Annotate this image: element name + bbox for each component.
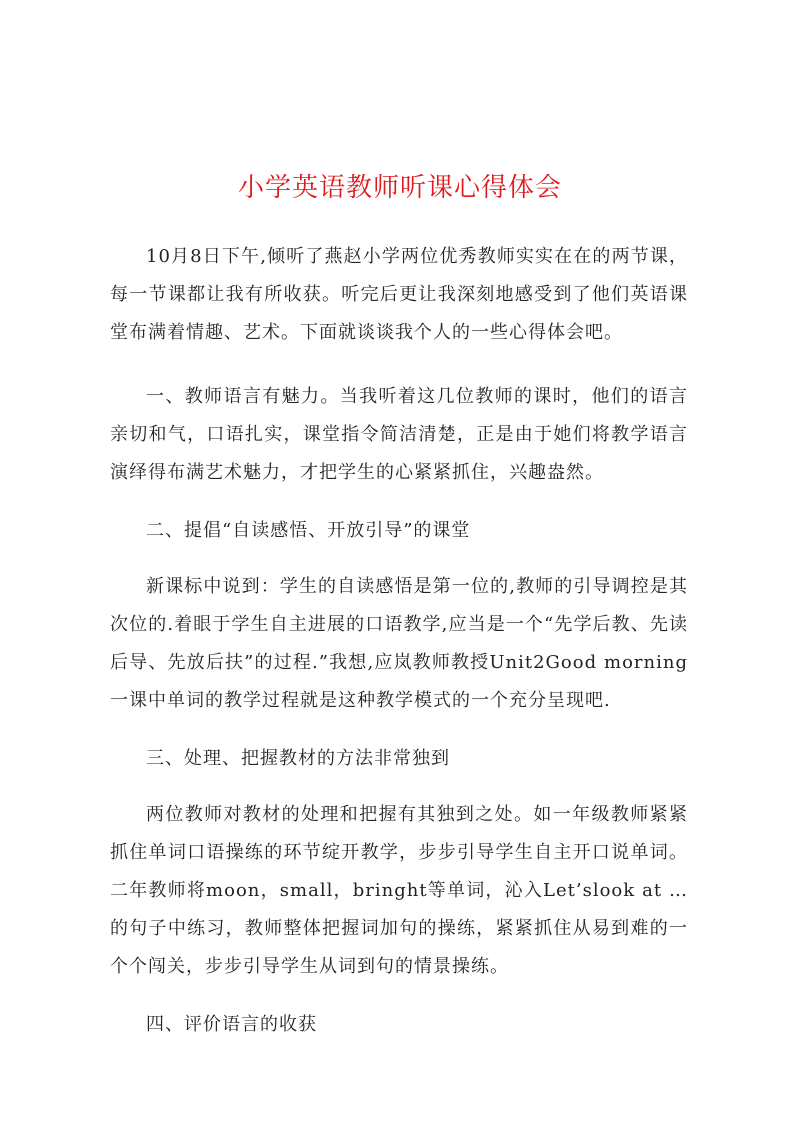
section-heading-2: 二、提倡“自读感悟、开放引导”的课堂 — [146, 520, 471, 541]
paragraph-intro: 10月8日下午,倾听了燕赵小学两位优秀教师实实在在的两节课，每一节课都让我有所收获。听完后更让我深刻地感受到了他们英语课堂布满着情趣、艺术。下面就谈谈我个人的一些心得体会吧。 — [110, 246, 688, 343]
document-title: 小学英语教师听课心得体会 — [237, 173, 562, 203]
paragraph-section-1: 一、教师语言有魅力。当我听着这几位教师的课时，他们的语言亲切和气，口语扎实，课堂指令简洁清楚，正是由于她们将教学语言演绎得布满艺术魅力，才把学生的心紧紧抓住，兴趣盎然。 — [110, 386, 688, 483]
paragraph-section-2: 新课标中说到：学生的自读感悟是第一位的,教师的引导调控是其次位的.着眼于学生自主进展的口语教学,应当是一个“先学后教、先读后导、先放后扶”的过程.”我想,应岚教师教授Unit2Good morning一课中单词的教学过程就是这种教学模式的一个充分呈现吧. — [110, 576, 688, 711]
section-heading-3: 三、处理、把握教材的方法非常独到 — [146, 748, 450, 769]
section-heading-4: 四、评价语言的收获 — [146, 1014, 317, 1035]
paragraph-section-3: 两位教师对教材的处理和把握有其独到之处。如一年级教师紧紧抓住单词口语操练的环节绽开教学，步步引导学生自主开口说单词。二年教师将moon，small，bringht等单词，沁入Let’slook at …的句子中练习，教师整体把握词加句的操练，紧紧抓住从易到难的一个个闯关，步步引导学生从词到句的情景操练。 — [110, 804, 688, 977]
document-body — [110, 238, 688, 1062]
